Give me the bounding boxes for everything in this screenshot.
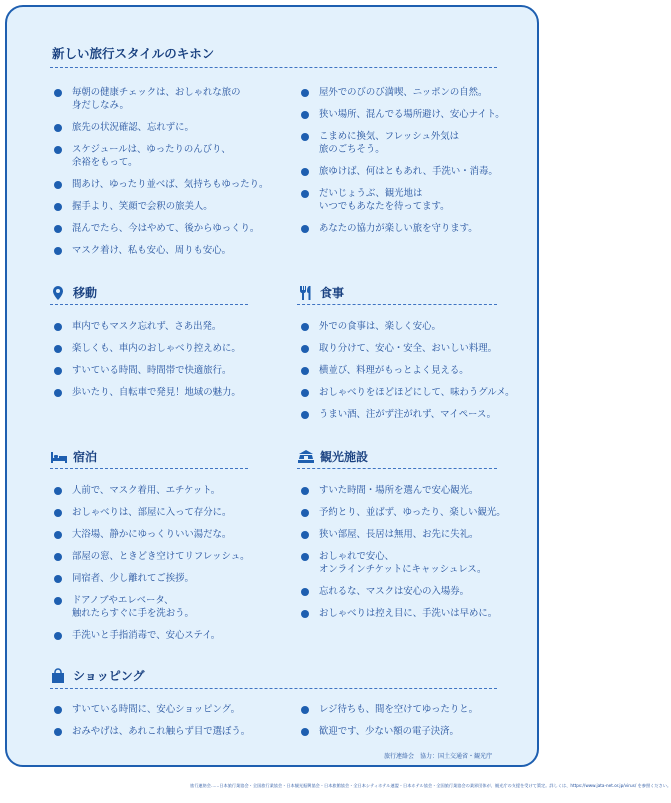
bullet-dot-icon: [54, 389, 62, 397]
list-item: [52, 143, 292, 169]
travel-heading: [50, 284, 97, 301]
shopping-left-list: [52, 703, 292, 747]
list-item-text: おみやげは、あれこれ触らず目で選ぼう。: [72, 726, 251, 737]
bullet-dot-icon: [54, 553, 62, 561]
bullet-dot-icon: [54, 146, 62, 154]
bullet-dot-icon: [54, 597, 62, 605]
list-item-text: スケジュールは、ゆったりのんびり、 余裕をもって。: [72, 144, 231, 168]
bullet-dot-icon: [54, 632, 62, 640]
bullet-dot-icon: [301, 509, 309, 517]
bullet-dot-icon: [301, 133, 309, 141]
list-item-text: 握手より、笑顔で会釈の旅美人。: [72, 201, 213, 212]
list-item: [299, 222, 534, 235]
list-item-text: あなたの協力が楽しい旅を守ります。: [319, 223, 478, 234]
list-item: [52, 703, 292, 716]
list-item-text: 横並び、料理がもっとよく見える。: [319, 365, 469, 376]
list-item: [52, 200, 292, 213]
footer-note: 旅行連絡会……日本旅行業協会・全国旅行業協会・日本観光振興協会・日本旅館協会・全日本シティホテル連盟・日本ホテル協会・全国旅行業協会の業界団体が、観光庁の支援を受けて策定。詳しくは、https://www.jata-net.or.jp/virus/ を参照ください。: [190, 783, 671, 788]
lodging-list: [52, 484, 292, 651]
list-item: [299, 484, 534, 497]
list-item: [52, 320, 292, 333]
list-item: [52, 484, 292, 497]
list-item: [299, 703, 534, 716]
list-item: [299, 585, 534, 598]
list-item-text: おしゃべりは、部屋に入って存分に。: [72, 507, 232, 518]
bullet-dot-icon: [54, 367, 62, 375]
list-item-text: 取り分けて、安心・安全、おいしい料理。: [319, 343, 497, 354]
bullet-dot-icon: [54, 509, 62, 517]
bullet-dot-icon: [54, 124, 62, 132]
list-item: [299, 607, 534, 620]
list-item-text: こまめに換気、フレッシュ外気は 旅のごちそう。: [319, 131, 459, 155]
list-item-text: 人前で、マスク着用、エチケット。: [72, 485, 221, 496]
list-item-text: 忘れるな、マスクは安心の入場券。: [319, 586, 470, 597]
list-item-text: レジ待ちも、間を空けてゆったりと。: [319, 704, 479, 715]
list-item: [299, 386, 534, 399]
list-item: [299, 165, 534, 178]
travel-title: 移動: [73, 286, 98, 300]
lodging-title: 宿泊: [73, 450, 98, 464]
list-item: [52, 342, 292, 355]
shopping-divider: [50, 688, 497, 689]
basics-divider: [50, 67, 497, 68]
list-item-text: うまい酒、注がず注がれず、マイペース。: [319, 409, 496, 420]
list-item-text: 屋外でのびのび満喫、ニッポンの自然。: [319, 87, 488, 98]
facility-icon: [297, 449, 313, 465]
list-item-text: 手洗いと手指消毒で、安心ステイ。: [72, 630, 221, 641]
list-item: [299, 130, 534, 156]
bullet-dot-icon: [54, 323, 62, 331]
basics-left-list: [52, 86, 292, 266]
list-item-text: すいた時間・場所を選んで安心観光。: [319, 485, 479, 496]
list-item: [52, 178, 292, 191]
basics-right-list: [299, 86, 534, 244]
bullet-dot-icon: [301, 487, 309, 495]
list-item-text: 車内でもマスク忘れず、さあ出発。: [72, 321, 222, 332]
travel-divider: [50, 304, 248, 305]
bullet-dot-icon: [54, 728, 62, 736]
list-item-text: おしゃべりをほどほどにして、味わうグルメ。: [319, 387, 515, 398]
basics-title: 新しい旅行スタイルのキホン: [52, 46, 215, 61]
list-item: [299, 187, 534, 213]
list-item-text: おしゃべりは控え目に、手洗いは早めに。: [319, 608, 498, 619]
dining-list: [299, 320, 534, 430]
bullet-dot-icon: [54, 181, 62, 189]
dining-title: 食事: [320, 286, 345, 300]
bullet-dot-icon: [301, 553, 309, 561]
sightseeing-heading: [297, 448, 368, 465]
footer-organization: 旅行連絡会 協力：国土交通省・観光庁: [383, 753, 492, 760]
bullet-dot-icon: [54, 89, 62, 97]
bullet-dot-icon: [301, 389, 309, 397]
list-item: [52, 506, 292, 519]
list-item: [52, 528, 292, 541]
list-item: [299, 550, 534, 576]
shopping-bag-icon: [50, 668, 66, 684]
bullet-dot-icon: [301, 728, 309, 736]
list-item: [52, 725, 292, 738]
lodging-divider: [50, 468, 248, 469]
list-item-text: 予約とり、並ばず、ゆったり、楽しい観光。: [319, 507, 506, 518]
bullet-dot-icon: [54, 706, 62, 714]
list-item: [52, 121, 292, 134]
dining-heading: [297, 284, 344, 301]
list-item: [52, 222, 292, 235]
bullet-dot-icon: [301, 345, 309, 353]
list-item: [299, 506, 534, 519]
bullet-dot-icon: [301, 190, 309, 198]
bullet-dot-icon: [54, 487, 62, 495]
list-item: [52, 629, 292, 642]
list-item-text: 同宿者、少し離れてご挨拶。: [72, 573, 194, 584]
list-item: [299, 342, 534, 355]
list-item-text: 狭い部屋、長居は無用、お先に失礼。: [319, 529, 479, 540]
bullet-dot-icon: [54, 531, 62, 539]
list-item-text: だいじょうぶ、観光地は いつでもあなたを待ってます。: [319, 188, 450, 212]
list-item-text: 間あけ、ゆったり並べば、気持ちもゆったり。: [72, 179, 269, 190]
list-item: [299, 364, 534, 377]
bullet-dot-icon: [54, 575, 62, 583]
sightseeing-divider: [297, 468, 497, 469]
bullet-dot-icon: [301, 111, 309, 119]
bed-icon: [50, 449, 66, 465]
bullet-dot-icon: [301, 610, 309, 618]
list-item-text: すいている時間に、安心ショッピング。: [72, 704, 241, 715]
bullet-dot-icon: [301, 225, 309, 233]
list-item-text: 大浴場、静かにゆっくりいい湯だな。: [72, 529, 232, 540]
list-item: [52, 364, 292, 377]
list-item: [299, 408, 534, 421]
list-item-text: 外での食事は、楽しく安心。: [319, 321, 441, 332]
list-item: [52, 572, 292, 585]
dining-divider: [297, 304, 497, 305]
list-item: [299, 725, 534, 738]
bullet-dot-icon: [54, 345, 62, 353]
bullet-dot-icon: [301, 89, 309, 97]
bullet-dot-icon: [301, 168, 309, 176]
list-item: [299, 528, 534, 541]
list-item-text: 旅ゆけば、何はともあれ、手洗い・消毒。: [319, 166, 498, 177]
map-pin-icon: [50, 285, 66, 301]
bullet-dot-icon: [301, 367, 309, 375]
list-item-text: 部屋の窓、ときどき空けてリフレッシュ。: [72, 551, 250, 562]
fork-knife-icon: [297, 285, 313, 301]
travel-list: [52, 320, 292, 408]
bullet-dot-icon: [301, 706, 309, 714]
bullet-dot-icon: [54, 203, 62, 211]
list-item: [299, 86, 534, 99]
list-item: [52, 86, 292, 112]
bullet-dot-icon: [301, 588, 309, 596]
bullet-dot-icon: [301, 411, 309, 419]
sightseeing-list: [299, 484, 534, 629]
list-item-text: 旅先の状況確認、忘れずに。: [72, 122, 194, 133]
list-item: [52, 594, 292, 620]
list-item-text: 毎朝の健康チェックは、おしゃれな旅の 身だしなみ。: [72, 87, 241, 111]
shopping-right-list: [299, 703, 534, 747]
list-item: [52, 386, 292, 399]
list-item: [299, 108, 534, 121]
bullet-dot-icon: [301, 323, 309, 331]
list-item-text: すいている時間、時間帯で快適旅行。: [72, 365, 232, 376]
shopping-heading: [50, 667, 145, 684]
list-item-text: 混んでたら、今はやめて、後からゆっくり。: [72, 223, 260, 234]
list-item: [52, 244, 292, 257]
bullet-dot-icon: [54, 247, 62, 255]
list-item-text: おしゃれで安心、 オンラインチケットにキャッシュレス。: [319, 551, 487, 575]
list-item: [52, 550, 292, 563]
list-item-text: 歓迎です、少ない額の電子決済。: [319, 726, 459, 737]
sightseeing-title: 観光施設: [320, 450, 369, 464]
list-item: [299, 320, 534, 333]
list-item-text: ドアノブやエレベータ、 触れたらすぐに手を洗おう。: [72, 595, 194, 619]
list-item-text: 狭い場所、混んでる場所避け、安心ナイト。: [319, 109, 505, 120]
bullet-dot-icon: [54, 225, 62, 233]
list-item-text: 歩いたり、自転車で発見！地域の魅力。: [72, 387, 241, 398]
list-item-text: マスク着け、私も安心、周りも安心。: [72, 245, 232, 256]
list-item-text: 楽しくも、車内のおしゃべり控えめに。: [72, 343, 241, 354]
bullet-dot-icon: [301, 531, 309, 539]
bottom-band: [0, 778, 671, 803]
lodging-heading: [50, 448, 97, 465]
shopping-title: ショッピング: [73, 669, 145, 683]
